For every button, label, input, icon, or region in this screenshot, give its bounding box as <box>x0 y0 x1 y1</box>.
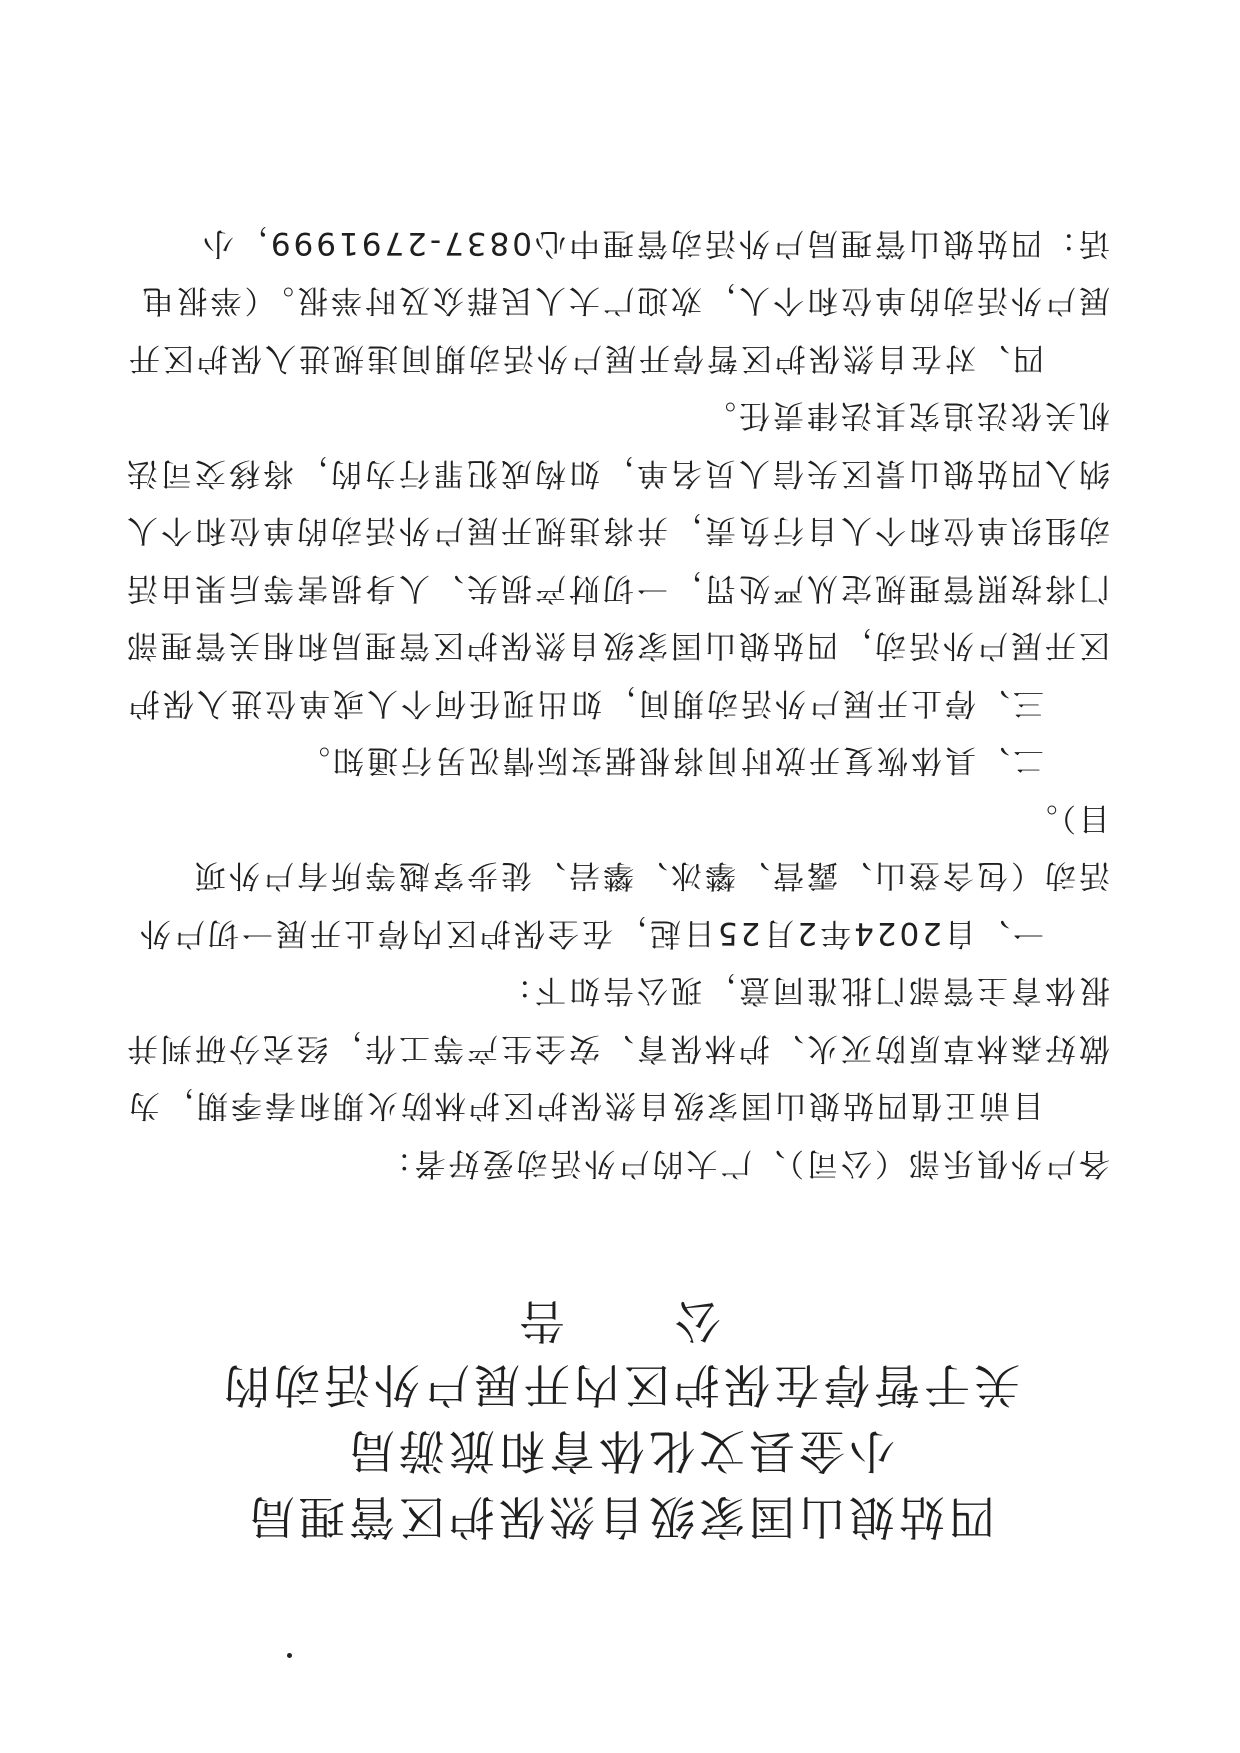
issuer-line-1: 四姑娘山国家级自然保护区管理局 <box>245 1490 995 1544</box>
scan-speck <box>287 1653 292 1658</box>
intro-paragraph: 目前正值四姑娘山国家级自然保护区护林防火期和春季期，为做好森林草原防灭火、护林保育、安全生产等工作，经充分研判并报体育主管部门批准同意，现公告如下： <box>124 972 1110 1124</box>
notice-item-4: 四、对在自然保护区暂停开展户外活动期间违规进入保护区开展户外活动的单位和个人，欢迎广大人民群众及时举报。（举报电话：四姑娘山管理局户外活动管理中心0837-2791999，小 <box>126 225 1110 376</box>
document-subject: 关于暂停在保护区内开展户外活动的 <box>220 1358 1020 1412</box>
issuer-line-2: 小金县文化体育和旅游局 <box>345 1424 895 1478</box>
announcement-label: 公告 <box>409 1294 721 1348</box>
document-header <box>0 1291 1240 1545</box>
document-body <box>110 214 1110 1192</box>
notice-item-1: 一、自2024年2月25日起，在全保护区内停止开展一切户外活动（包含登山、露营、攀冰、攀岩、徒步穿越等所有户外项目）。 <box>136 800 1110 951</box>
salutation: 各户外俱乐部（公司）、广大的户外活动爱好者： <box>377 1145 1110 1181</box>
notice-item-2: 二、具体恢复开放时间将根据实际情况另行通知。 <box>296 742 1044 779</box>
notice-item-3: 三、停止开展户外活动期间，如出现任何个人或单位进入保护区开展户外活动，四姑娘山国家级自然保护区管理局和相关管理部门将按照管理规定从严处罚，一切财产损失、人身损害等后果由活动组织单位和个人自行负责，并将违规开展户外活动的单位和个人纳入四姑娘山景区失信人员名单，如构成犯罪行为的，将移交司法机关依法追究其法律责任。 <box>124 397 1110 721</box>
